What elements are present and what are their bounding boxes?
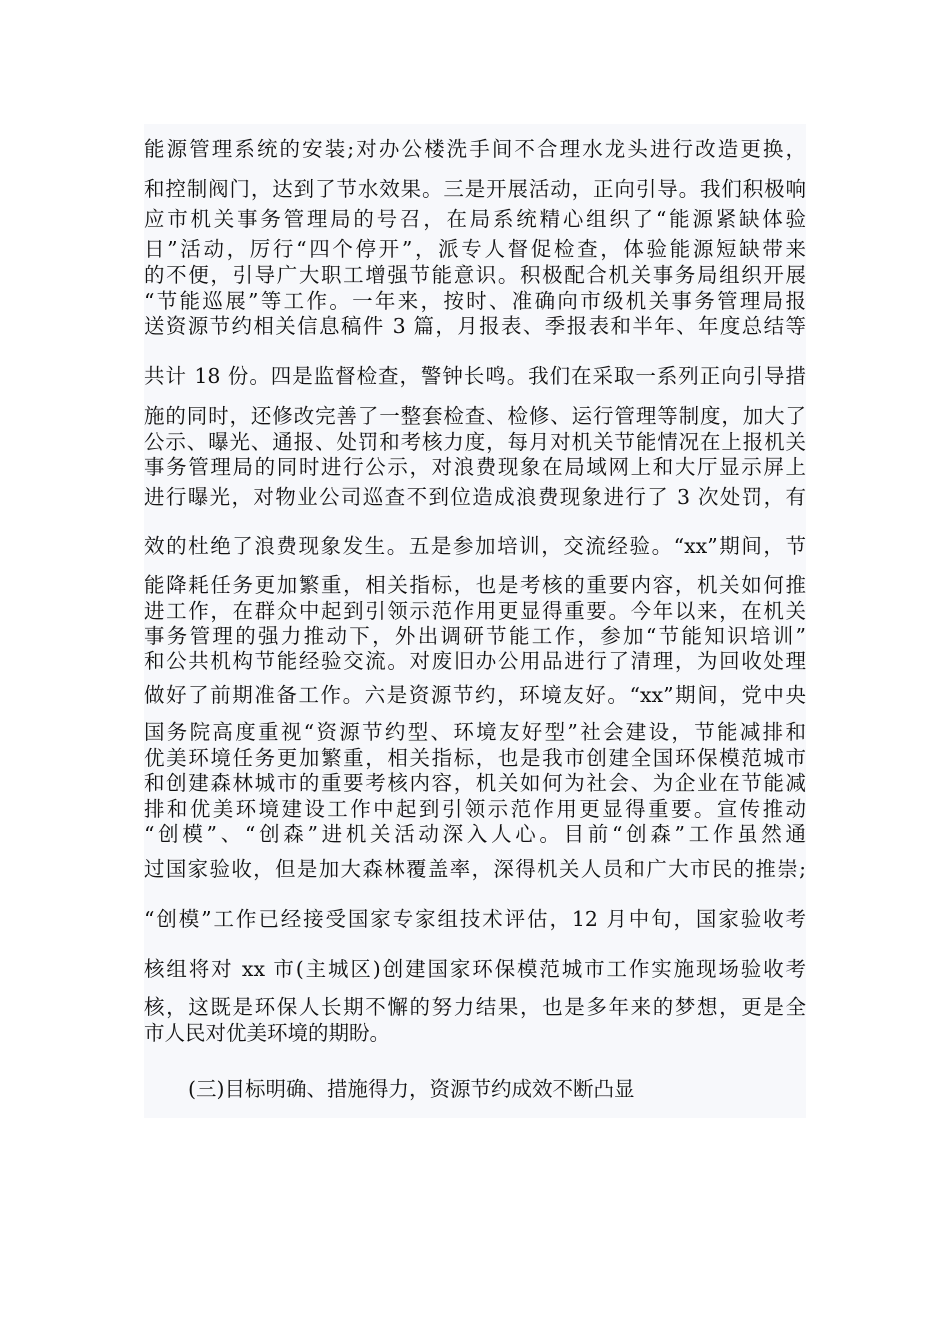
body-line-6: “节能巡展”等工作。一年来，按时、准确向市级机关事务管理局报	[144, 289, 806, 313]
body-line-28: 市人民对优美环境的期盼。	[144, 1021, 390, 1045]
body-line-20: 优美环境任务更加繁重，相关指标，也是我市创建全国环保模范城市	[144, 746, 806, 770]
body-line-16: 事务管理的强力推动下，外出调研节能工作，参加“节能知识培训”	[144, 624, 806, 648]
body-line-8: 共计 18 份。四是监督检查，警钟长鸣。我们在采取一系列正向引导措	[144, 364, 806, 388]
body-line-13: 效的杜绝了浪费现象发生。五是参加培训，交流经验。“xx”期间，节	[144, 534, 806, 558]
body-line-3: 应市机关事务管理局的号召，在局系统精心组织了“能源紧缺体验	[144, 207, 806, 231]
body-line-15: 进工作，在群众中起到引领示范作用更显得重要。今年以来，在机关	[144, 599, 806, 623]
body-line-2: 和控制阀门，达到了节水效果。三是开展活动，正向引导。我们积极响	[144, 177, 806, 201]
body-line-10: 公示、曝光、通报、处罚和考核力度，每月对机关节能情况在上报机关	[144, 430, 806, 454]
body-line-24: 过国家验收，但是加大森林覆盖率，深得机关人员和广大市民的推崇;	[144, 857, 806, 881]
body-line-25: “创模”工作已经接受国家专家组技术评估，12 月中旬，国家验收考	[144, 907, 806, 931]
body-line-18: 做好了前期准备工作。六是资源节约，环境友好。“xx”期间，党中央	[144, 683, 806, 707]
body-line-27: 核，这既是环保人长期不懈的努力结果，也是多年来的梦想，更是全	[144, 995, 806, 1019]
body-line-9: 施的同时，还修改完善了一整套检查、检修、运行管理等制度，加大了	[144, 404, 806, 428]
body-line-4: 日”活动，厉行“四个停开”，派专人督促检查，体验能源短缺带来	[144, 237, 806, 261]
body-line-12: 进行曝光，对物业公司巡查不到位造成浪费现象进行了 3 次处罚，有	[144, 485, 806, 509]
body-line-14: 能降耗任务更加繁重，相关指标，也是考核的重要内容，机关如何推	[144, 573, 806, 597]
body-line-26: 核组将对 xx 市(主城区)创建国家环保模范城市工作实施现场验收考	[144, 957, 806, 981]
body-line-5: 的不便，引导广大职工增强节能意识。积极配合机关事务局组织开展	[144, 263, 806, 287]
body-line-21: 和创建森林城市的重要考核内容，机关如何为社会、为企业在节能减	[144, 771, 806, 795]
body-line-17: 和公共机构节能经验交流。对废旧办公用品进行了清理，为回收处理	[144, 649, 806, 673]
body-line-11: 事务管理局的同时进行公示，对浪费现象在局域网上和大厅显示屏上	[144, 455, 806, 479]
body-line-22: 排和优美环境建设工作中起到引领示范作用更显得重要。宣传推动	[144, 797, 806, 821]
section-heading: (三)目标明确、措施得力，资源节约成效不断凸显	[188, 1077, 635, 1101]
document-body	[144, 124, 806, 1118]
body-line-23: “创模”、“创森”进机关活动深入人心。目前“创森”工作虽然通	[144, 822, 806, 846]
body-line-7: 送资源节约相关信息稿件 3 篇，月报表、季报表和半年、年度总结等	[144, 314, 806, 338]
body-line-19: 国务院高度重视“资源节约型、环境友好型”社会建设，节能减排和	[144, 720, 806, 744]
body-line-1: 能源管理系统的安装;对办公楼洗手间不合理水龙头进行改造更换，	[144, 137, 806, 161]
